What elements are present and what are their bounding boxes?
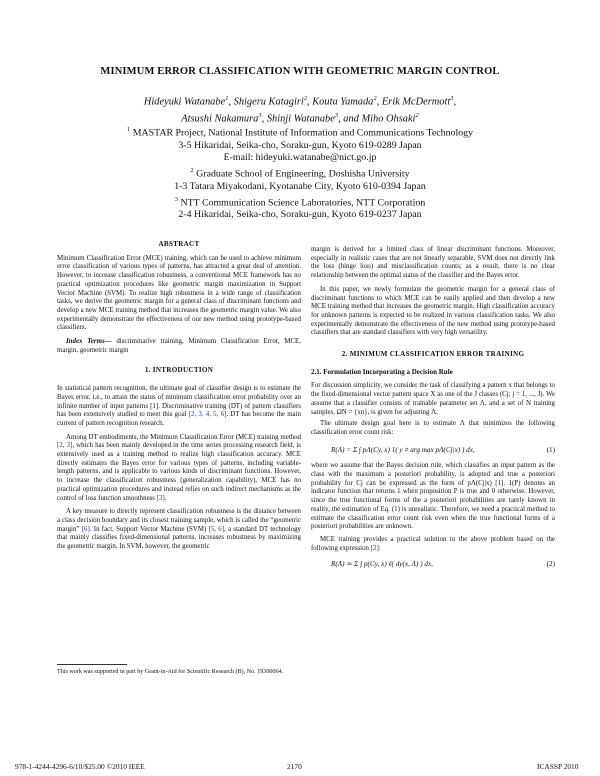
- index-terms-text: discriminative training, Minimum Classification Error, MCE, margin, geometric margin: [57, 338, 301, 354]
- author-line-2: Atsushi Nakamura$^3$, Shinji Watanabe$^3$, and Miho Ohsaki$^2$: [181, 112, 419, 125]
- right-paragraph-3: For discussion simplicity, we consider the task of classifying a pattern x that belongs to the fixed-dimensional vector pattern space X as one of the J classes (Cj; j = 1, ..., J). We assume that a classifier consists of trainable parameter set Λ, and a set of N training samples, ΩN = {xn}, is given for adjusting Λ.: [311, 382, 555, 416]
- author: Hideyuki Watanabe: [143, 96, 226, 108]
- equation-body: R(Λ) ≃ Σ ∫ p(Cy, x) ℓ( dy(x, Λ) ) dx,: [331, 560, 433, 569]
- citation-link[interactable]: [3]: [156, 494, 165, 502]
- abstract-body: Minimum Classification Error (MCE) training, which can be used to achieve minimum error classification of various types of patterns, has attracted a great deal of attention. However, to increase classification robustness, a conventional MCE framework has no practical optimization procedures like geometric margin maximization in Support Vector Machine (SVM). To realize high robustness in a wide range of classification tasks, we derive the geometric margin for a general class of discriminant functions and develop a new MCE training method that increases the geometric margin value. We also experimentally demonstrate the effectiveness of our new method using prototype-based classifiers.: [57, 254, 301, 332]
- citation-link[interactable]: [2]: [370, 544, 379, 552]
- affiliation-line: [60, 181, 540, 194]
- affiliation-line: [60, 152, 540, 165]
- affil-mark: 2: [415, 112, 419, 120]
- affil-mark: 2: [303, 95, 308, 102]
- right-paragraph-2: In this paper, we newly formulate the geometric margin for a general class of discriminant functions to which MCE can be easily applied and then develop a new MCE training method that increases the geometric margin. High classification accuracy for unknown patterns is expected to be realized in various classification tasks. We also experimentally demonstrate the effectiveness of the new method using prototype-based classifiers that are standard classifiers with very high versatility.: [311, 285, 555, 337]
- affiliation-line: [60, 165, 540, 181]
- text: A key measure to directly represent classification robustness is the distance between a class decision boundary and its closest training sample, which is called the “geometric margin”: [57, 508, 301, 533]
- right-paragraph-5: where we assume that the Bayes decision rule, which classifies an input pattern as the class with the maximum a posteriori probability, is adopted and true a posteriori probability for Cj can be expressed as the form of pΛ(Cj|x) [1]. 1(P) denotes an indicator function that returns 1 when proposition P is true and 0 otherwise. However, since the true functional forms of the a posteriori probabilities are rarely known in reality, the estimation of Eq. (1) is unrealistic. Therefore, we need a practical method to estimate the classification error count risk even when the true functional forms of a posteriori probabilities are unknown.: [311, 462, 555, 531]
- intro-paragraph-3: [57, 508, 301, 552]
- affiliation-line: [60, 124, 540, 140]
- citation-link[interactable]: [5, 6]: [208, 525, 225, 533]
- author: Shinji Watanabe: [266, 113, 335, 125]
- equation-1: [311, 446, 555, 455]
- right-paragraph-6: [311, 536, 555, 553]
- right-paragraph-1: margin is derived for a limited class of linear discriminant functions. Moreover, especially in realistic cases that are not linearly separable, SVM does not directly link the loss (hinge loss) and misclassification counts; as a result, there is no clear relationship between the optimal status of the classifier and the Bayes error.: [311, 246, 555, 280]
- affil-mark: 3: [450, 95, 454, 102]
- abstract-heading: ABSTRACT: [158, 240, 200, 248]
- text: . In fact, Support Vector Machine (SVM): [89, 525, 209, 533]
- text: MCE training provides a practical solution to the above problem based on the following expression: [311, 535, 555, 552]
- author: Atsushi Nakamura: [181, 113, 259, 125]
- affil-mark: 1: [225, 95, 229, 102]
- footer-isbn: 978-1-4244-4296-6/10/$25.00 ©2010 IEEE: [15, 762, 145, 771]
- affiliation-text: 2-4 Hikaridai, Seika-cho, Soraku-gun, Kyoto 619-0237 Japan: [178, 209, 422, 221]
- paper-title: MINIMUM ERROR CLASSIFICATION WITH GEOMETRIC MARGIN CONTROL: [100, 66, 500, 77]
- right-column: [311, 246, 555, 569]
- intro-paragraph-1: [57, 385, 301, 429]
- author: and Miho Ohsaki: [343, 113, 416, 125]
- text: , a standard DT technology that mainly classifies fixed-dimensional patterns, increases robustness by maximizing the geometric margin. In SVM, however, the geometric: [57, 525, 301, 551]
- equation-2: [311, 560, 555, 569]
- affiliation-text: MASTAR Project, National Institute of Information and Communications Technology: [132, 127, 474, 139]
- affil-mark: 3: [258, 112, 262, 120]
- affiliation-text: 3-5 Hikaridai, Seika-cho, Soraku-gun, Kyoto 619-0289 Japan: [178, 139, 422, 151]
- affiliation-text: 1-3 Tatara Miyakodani, Kyotanabe City, Kyoto 610-0394 Japan: [174, 180, 426, 192]
- index-terms: [57, 338, 301, 355]
- section-2-heading: 2. MINIMUM CLASSIFICATION ERROR TRAINING: [341, 350, 525, 359]
- affiliations: [60, 124, 540, 222]
- footnote: This work was supported in part by Grant-in-Aid for Scientific Research (B), No. 19300064.: [57, 669, 284, 675]
- footnote-rule: [57, 664, 127, 665]
- text: , which has been mainly developed in the time series processing research field, is extensively used as a training method to realize high classification accuracy. MCE directly estimates the Bayes error for various types of patterns, including variable-length patterns, and is applicable to various kinds of discriminant functions. However, to increase the classification robustness (generalization capability), MCE has no practical optimization procedures and instead relies on such indirect mechanisms as the control of loss function smoothness: [57, 442, 301, 502]
- author: Erik McDermott: [381, 96, 451, 108]
- index-terms-label: Index Terms—: [66, 338, 112, 346]
- affiliation-text: NTT Communication Science Laboratories, NTT Corporation: [180, 196, 426, 208]
- affil-mark: 2: [373, 95, 377, 102]
- text: Among DT embodiments, the Minimum Classification Error (MCE) training method: [66, 433, 301, 441]
- footer-conference: ICASSP 2010: [537, 762, 579, 771]
- affiliation-line: [60, 194, 540, 210]
- affiliation-line: [60, 209, 540, 222]
- affil-mark: 2: [190, 167, 194, 175]
- page-number: 2170: [287, 762, 302, 771]
- intro-heading: 1. INTRODUCTION: [144, 366, 214, 375]
- citation-link[interactable]: [2, 3]: [57, 442, 73, 450]
- equation-body: R(Λ) = Σ ∫ pΛ(Cy, x) 1( y ≠ arg max pΛ(Cj|x) ) dx,: [331, 445, 475, 454]
- affil-mark: 3: [334, 112, 339, 120]
- intro-paragraph-2: [57, 434, 301, 504]
- right-paragraph-4: The ultimate design goal here is to estimate Λ that minimizes the following classification error count risk:: [311, 420, 555, 436]
- affil-mark: 3: [174, 195, 178, 203]
- author: Kouta Yamada: [312, 96, 374, 108]
- author: Shigeru Katagiri: [233, 96, 304, 108]
- citation-link[interactable]: [6]: [81, 525, 90, 533]
- equation-number: (1): [546, 445, 555, 454]
- affiliation-text: Graduate School of Engineering, Doshisha University: [196, 168, 410, 180]
- subsection-2-1-heading: 2.1. Formulation Incorporating a Decision Rule: [311, 367, 453, 376]
- left-column: [57, 240, 301, 552]
- author-list: [40, 92, 560, 127]
- affiliation-line: [60, 140, 540, 153]
- text: :: [378, 544, 381, 552]
- text: In statistical pattern recognition, the ultimate goal of classifier design is to estimate the Bayes error, i.e., to attain the status of minimum classification error probability over an infinite number of input patterns [1]. Discriminative training (DT) of pattern classifiers has been extensively studied to meet this goal: [57, 385, 301, 419]
- equation-number: (2): [546, 560, 555, 569]
- text: . DT has become the main current of pattern recognition research.: [57, 411, 301, 427]
- author-line-1: Hideyuki Watanabe$^1$, Shigeru Katagiri$^2$, Kouta Yamada$^2$, Erik McDermott$^3$,: [143, 95, 457, 108]
- affiliation-email: E-mail: hideyuki.watanabe@nict.go.jp: [223, 152, 377, 164]
- text: .: [164, 494, 167, 502]
- affil-mark: 1: [126, 126, 131, 133]
- citation-link[interactable]: [2, 3, 4, 5, 6]: [188, 411, 227, 419]
